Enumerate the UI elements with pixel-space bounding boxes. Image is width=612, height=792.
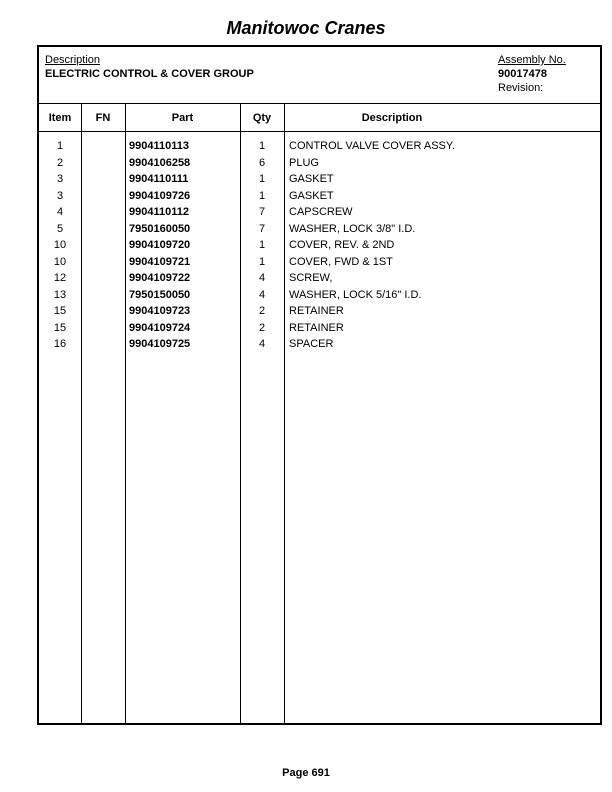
table-row	[39, 171, 600, 188]
item-cell: 12	[53, 272, 67, 284]
column-header-fn: FN	[95, 112, 111, 124]
item-cell: 10	[53, 239, 67, 251]
item-cell: 5	[56, 222, 64, 235]
parts-table	[37, 45, 602, 725]
item-cell: 3	[56, 173, 64, 185]
item-cell: 4	[56, 206, 64, 218]
column-header-row	[39, 104, 600, 132]
description-cell: WASHER, LOCK 5/16" I.D.	[289, 288, 422, 301]
table-row	[39, 237, 600, 254]
part-number-cell: 9904109723	[129, 305, 191, 317]
description-cell: CAPSCREW	[289, 206, 353, 218]
item-cell: 3	[56, 189, 64, 202]
table-row	[39, 270, 600, 287]
table-row	[39, 188, 600, 205]
parts-list	[39, 138, 600, 353]
qty-cell: 2	[258, 321, 266, 334]
description-cell: SPACER	[289, 338, 334, 350]
item-cell: 2	[56, 156, 64, 169]
item-cell: 16	[53, 338, 67, 350]
assembly-label: Assembly No.	[498, 54, 566, 66]
description-cell: COVER, FWD & 1ST	[289, 255, 393, 268]
qty-cell: 4	[258, 288, 266, 301]
table-row	[39, 204, 600, 221]
table-row	[39, 320, 600, 337]
part-number-cell: 9904109722	[129, 272, 191, 284]
qty-cell: 1	[258, 239, 266, 251]
description-cell: CONTROL VALVE COVER ASSY.	[289, 140, 455, 152]
table-row	[39, 287, 600, 304]
description-cell: RETAINER	[289, 305, 344, 317]
part-number-cell: 7950160050	[129, 222, 191, 235]
qty-cell: 4	[258, 338, 266, 350]
description-cell: GASKET	[289, 173, 334, 185]
qty-cell: 1	[258, 140, 266, 152]
part-number-cell: 9904109724	[129, 321, 191, 334]
description-value: ELECTRIC CONTROL & COVER GROUP	[45, 68, 254, 80]
column-header-qty: Qty	[252, 112, 272, 124]
item-cell: 13	[53, 288, 67, 301]
item-cell: 10	[53, 255, 67, 268]
description-cell: COVER, REV. & 2ND	[289, 239, 395, 251]
table-row	[39, 138, 600, 155]
description-cell: GASKET	[289, 189, 334, 202]
item-cell: 15	[53, 321, 67, 334]
table-row	[39, 221, 600, 238]
page-title: Manitowoc Cranes	[226, 18, 386, 38]
part-number-cell: 9904110111	[129, 173, 189, 185]
qty-cell: 1	[258, 255, 266, 268]
qty-cell: 1	[258, 189, 266, 202]
description-cell: PLUG	[289, 156, 319, 169]
table-row	[39, 254, 600, 271]
column-header-item: Item	[48, 112, 72, 124]
part-number-cell: 9904110113	[129, 140, 189, 152]
qty-cell: 7	[258, 206, 266, 218]
part-number-cell: 9904109720	[129, 239, 191, 251]
revision-label: Revision:	[498, 82, 544, 94]
item-cell: 15	[53, 305, 67, 317]
assembly-header	[39, 47, 600, 104]
table-row	[39, 336, 600, 353]
part-number-cell: 7950150050	[129, 288, 191, 301]
item-cell: 1	[56, 140, 64, 152]
table-row	[39, 303, 600, 320]
column-header-part: Part	[171, 112, 194, 124]
part-number-cell: 9904109725	[129, 338, 191, 350]
column-header-description: Description	[361, 112, 423, 124]
qty-cell: 6	[258, 156, 266, 169]
description-cell: SCREW,	[289, 272, 333, 284]
qty-cell: 2	[258, 305, 266, 317]
part-number-cell: 9904109726	[129, 189, 191, 202]
table-row	[39, 155, 600, 172]
description-cell: RETAINER	[289, 321, 344, 334]
part-number-cell: 9904106258	[129, 156, 191, 169]
part-number-cell: 9904110112	[129, 206, 189, 218]
qty-cell: 1	[258, 173, 266, 185]
qty-cell: 7	[258, 222, 266, 235]
qty-cell: 4	[258, 272, 266, 284]
page-number: Page 691	[282, 767, 330, 779]
part-number-cell: 9904109721	[129, 255, 191, 268]
description-label: Description	[45, 54, 101, 66]
description-cell: WASHER, LOCK 3/8" I.D.	[289, 222, 416, 235]
assembly-value: 90017478	[498, 68, 547, 80]
